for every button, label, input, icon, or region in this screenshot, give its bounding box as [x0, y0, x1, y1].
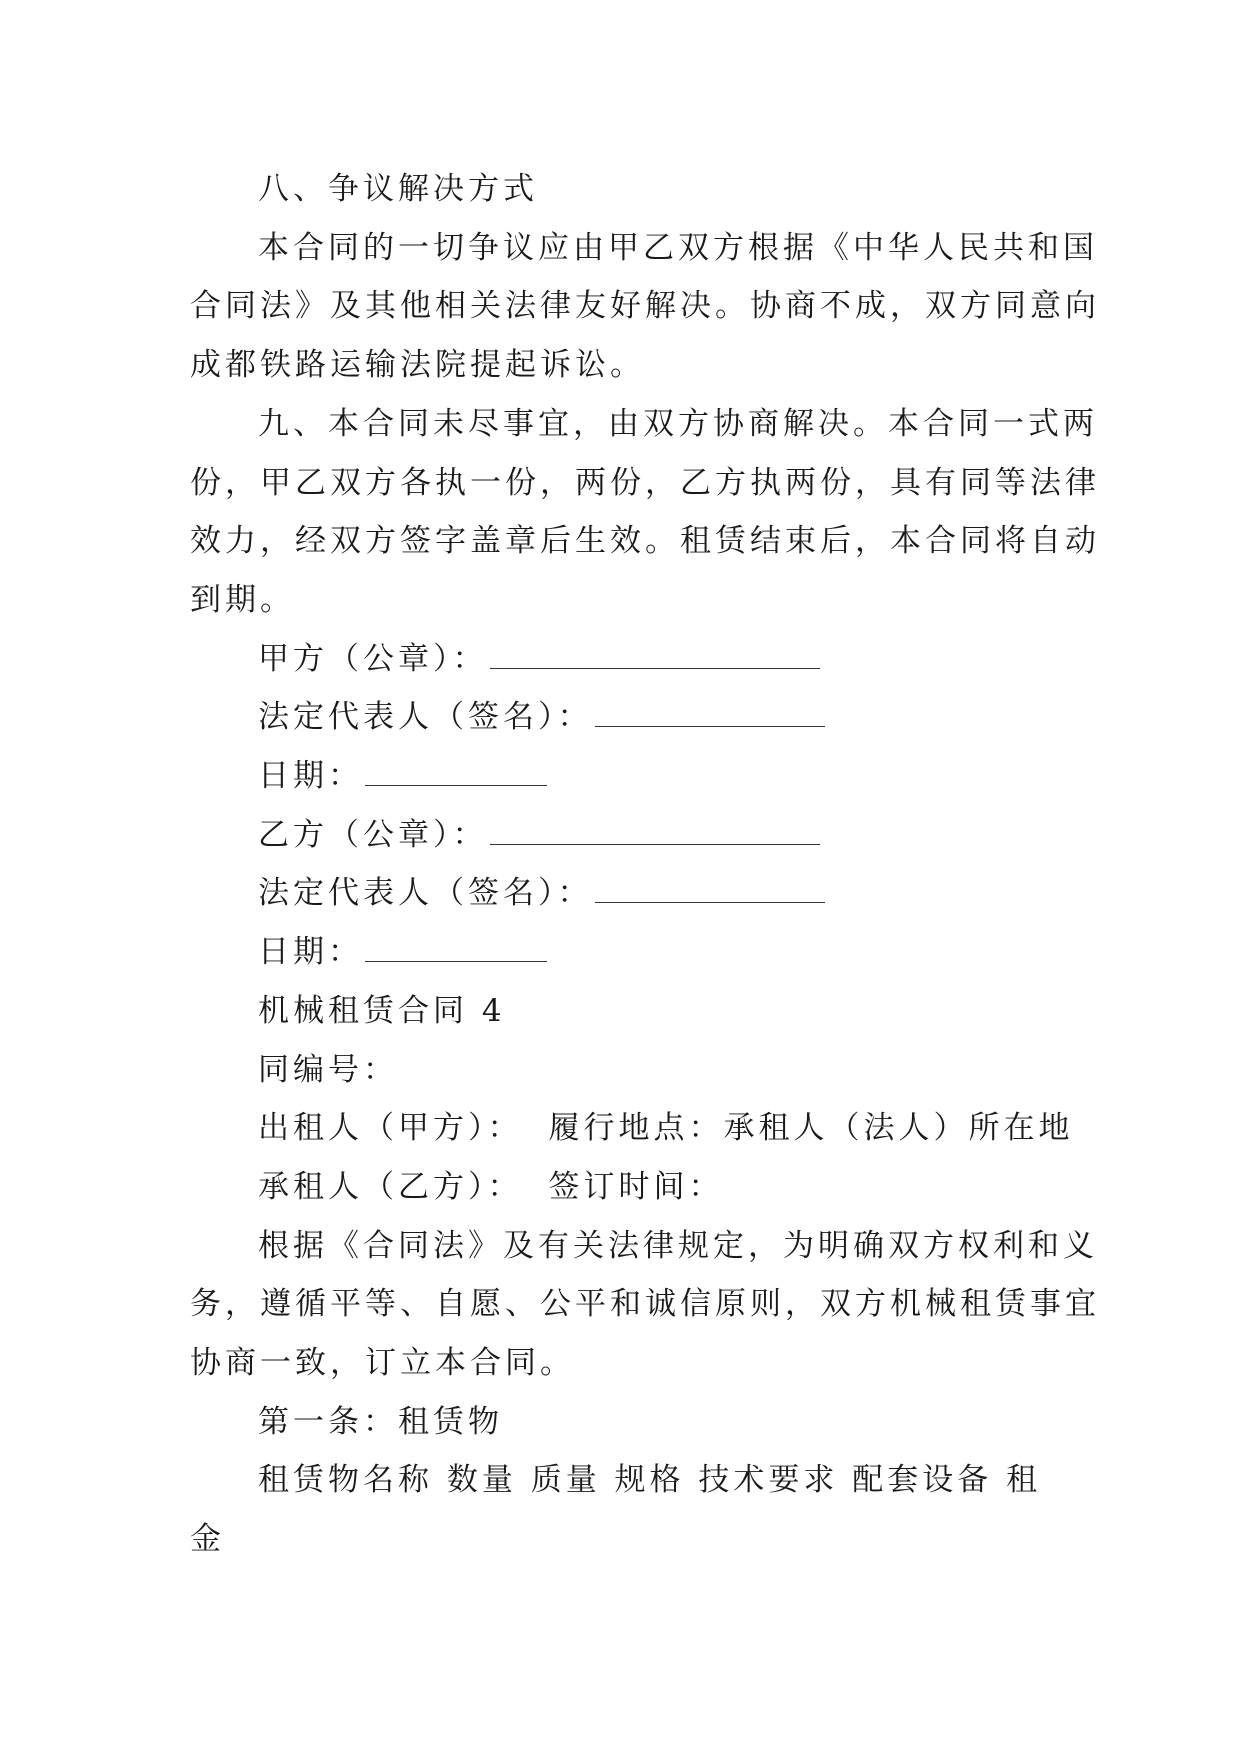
lessee-label: 承租人（乙方）：	[258, 1168, 523, 1205]
party-b-seal-blank	[490, 820, 820, 845]
party-b-rep-blank	[595, 878, 825, 903]
party-b-date-blank	[365, 937, 547, 962]
article-1-heading: 第一条：租赁物	[258, 1403, 503, 1440]
document-page	[190, 160, 1100, 1569]
section-8-line-1: 本合同的一切争议应由甲乙双方根据《中华人民共和国	[258, 229, 1098, 266]
section-8-line-2: 合同法》及其他相关法律友好解决。协商不成，双方同意向	[190, 288, 1100, 325]
section-9-line-2: 份，甲乙双方各执一份，两份，乙方执两份，具有同等法律	[190, 464, 1100, 501]
section-9-line-4: 到期。	[190, 581, 295, 618]
party-a-seal-row	[190, 630, 1060, 689]
contract-4-title: 机械租赁合同 4	[258, 992, 506, 1029]
lessee-row	[190, 1158, 1060, 1217]
lessor-label: 出租人（甲方）：	[258, 1110, 523, 1147]
party-b-seal-label: 乙方（公章）：	[258, 816, 488, 853]
section-8-heading: 八、争议解决方式	[258, 171, 538, 207]
party-b-date-row	[190, 923, 1060, 982]
intro-line-1: 根据《合同法》及有关法律规定，为明确双方权利和义	[258, 1227, 1098, 1264]
party-a-date-label: 日期：	[258, 758, 363, 795]
party-b-seal-row	[190, 806, 1060, 865]
article-1-columns-line-1: 租赁物名称 数量 质量 规格 技术要求 配套设备 租	[258, 1462, 1042, 1499]
party-b-rep-row	[190, 864, 1060, 923]
lessor-row	[190, 1099, 1074, 1158]
party-a-seal-label: 甲方（公章）：	[258, 640, 488, 677]
section-8-line-3: 成都铁路运输法院提起诉讼。	[190, 347, 645, 384]
section-9-line-3: 效力，经双方签字盖章后生效。租赁结束后，本合同将自动	[190, 523, 1100, 560]
party-a-rep-label: 法定代表人（签名）：	[258, 699, 593, 736]
intro-line-3: 协商一致，订立本合同。	[190, 1345, 575, 1382]
party-a-rep-row	[190, 688, 1060, 747]
intro-line-2: 务，遵循平等、自愿、公平和诚信原则，双方机械租赁事宜	[190, 1286, 1100, 1323]
contract-number-label: 同编号：	[258, 1051, 398, 1088]
party-b-rep-label: 法定代表人（签名）：	[258, 875, 593, 912]
party-b-date-label: 日期：	[258, 934, 363, 971]
party-a-date-blank	[365, 761, 547, 786]
place-label: 履行地点：承租人（法人）所在地	[548, 1110, 1074, 1147]
party-a-date-row	[190, 747, 1060, 806]
sign-time-label: 签订时间：	[548, 1168, 724, 1205]
article-1-columns-line-2: 金	[190, 1521, 225, 1558]
section-9-line-1: 九、本合同未尽事宜，由双方协商解决。本合同一式两	[258, 405, 1098, 442]
party-a-rep-blank	[595, 702, 825, 727]
party-a-seal-blank	[490, 644, 820, 669]
